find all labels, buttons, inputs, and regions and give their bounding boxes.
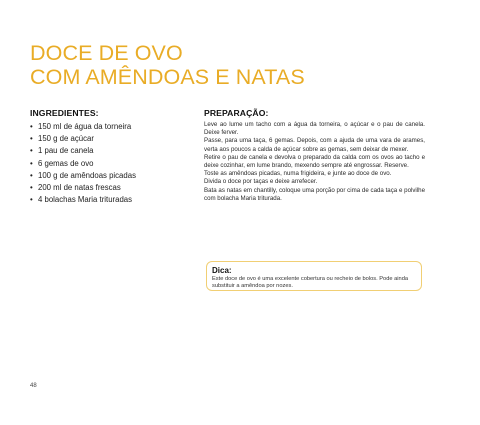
preparation-step: Bata as natas em chantilly, coloque uma porção por cima de cada taça e polvilhe com bolacha Maria triturada. bbox=[204, 186, 425, 202]
recipe-title-line-2: COM AMÊNDOAS E NATAS bbox=[30, 65, 305, 89]
preparation-step: Passe, para uma taça, 6 gemas. Depois, com a ajuda de uma vara de arames, verta aos poucos a calda de açúcar sobre as gemas, sem deixar de mexer. bbox=[204, 137, 425, 153]
ingredients-heading: INGREDIENTES: bbox=[30, 108, 99, 118]
preparation-steps bbox=[204, 121, 425, 203]
ingredients-section bbox=[30, 108, 195, 206]
tip-box bbox=[206, 261, 422, 291]
bullet-icon: • bbox=[30, 134, 33, 144]
ingredient-item bbox=[30, 145, 195, 157]
ingredient-item bbox=[30, 133, 195, 145]
ingredient-item bbox=[30, 182, 195, 194]
ingredients-list bbox=[30, 121, 195, 206]
bullet-icon: • bbox=[30, 158, 33, 168]
preparation-step: Retire o pau de canela e devolva o preparado da calda com os ovos ao tacho e deixe cozinhar, em lume brando, mexendo sempre até engrossar. Reserve. bbox=[204, 153, 425, 170]
ingredient-text: 200 ml de natas frescas bbox=[38, 183, 121, 193]
preparation-step: Divida o doce por taças e deixe arrefecer. bbox=[204, 178, 318, 186]
ingredient-text: 150 ml de água da torneira bbox=[38, 122, 132, 131]
preparation-heading: PREPARAÇÃO: bbox=[204, 108, 269, 118]
tip-title: Dica: bbox=[212, 266, 232, 275]
tip-text: Este doce de ovo é uma excelente cobertura ou recheio de bolos. Pode ainda substituir a amêndoa por nozes. bbox=[212, 276, 409, 290]
ingredient-text: 1 pau de canela bbox=[38, 146, 94, 156]
ingredient-text: 6 gemas de ovo bbox=[38, 158, 94, 168]
bullet-icon: • bbox=[30, 195, 33, 205]
bullet-icon: • bbox=[30, 122, 33, 131]
bullet-icon: • bbox=[30, 170, 33, 180]
ingredient-item bbox=[30, 158, 195, 170]
bullet-icon: • bbox=[30, 183, 33, 193]
recipe-title bbox=[30, 41, 460, 89]
ingredient-item bbox=[30, 121, 195, 133]
ingredient-text: 4 bolachas Maria trituradas bbox=[38, 195, 133, 205]
ingredient-item bbox=[30, 170, 195, 182]
ingredient-text: 150 g de açúcar bbox=[38, 134, 94, 144]
ingredient-item bbox=[30, 194, 195, 206]
preparation-step: Leve ao lume um tacho com a água da torneira, o açúcar e o pau de canela. Deixe ferver. bbox=[204, 121, 425, 137]
ingredient-text: 100 g de amêndoas picadas bbox=[38, 170, 136, 180]
preparation-step: Toste as amêndoas picadas, numa frigideira, e junte ao doce de ovo. bbox=[204, 170, 392, 178]
bullet-icon: • bbox=[30, 146, 33, 156]
recipe-title-line-1: DOCE DE OVO bbox=[30, 41, 183, 65]
preparation-section bbox=[204, 108, 425, 203]
page-number: 48 bbox=[30, 383, 37, 389]
